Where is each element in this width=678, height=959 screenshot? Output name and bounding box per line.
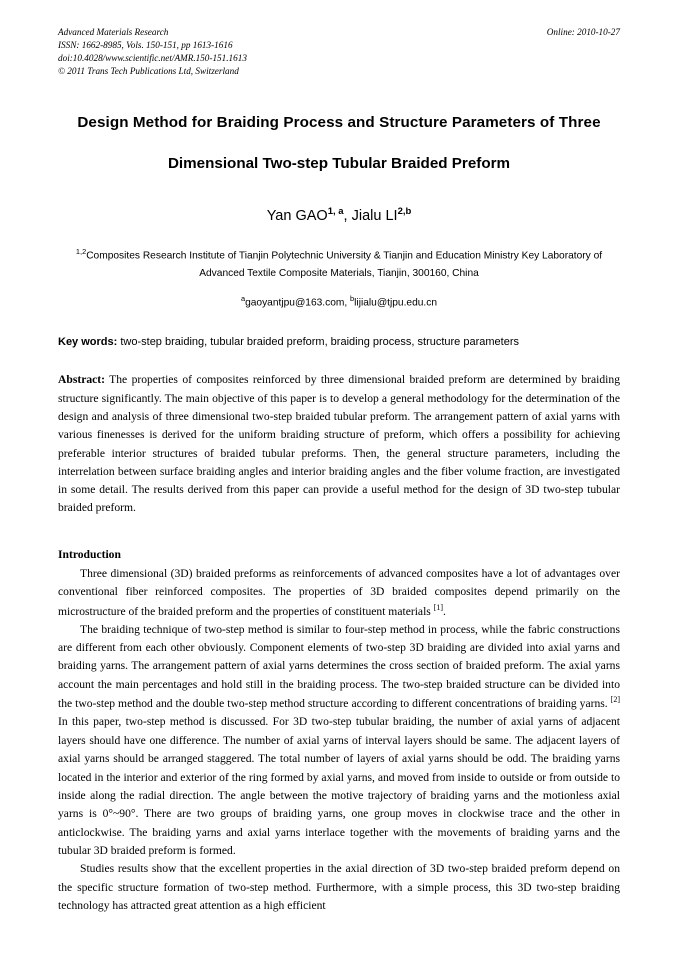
paragraph-1-part1: Three dimensional (3D) braided preforms as reinforcements of advanced composites have a lot of advantages over conventional fiber reinforced composites. The properties of 3D braided composites depend primarily on the microstructure of the braided preform and the properties of constituent materials xyxy=(58,566,620,618)
author-affiliation-marker-2: 2,b xyxy=(397,206,412,218)
author-emails xyxy=(58,294,620,308)
paragraph-3-part1: Studies results show that the excellent properties in the axial direction of 3D two-step braided preform depend on the specific structure formation of two-step method. Furthermore, with a simple process, this 3D two-step braiding technology has attracted great attention as a high efficient xyxy=(58,862,620,913)
journal-header xyxy=(58,26,620,78)
page-title: Design Method for Braiding Process and Structure Parameters of Three xyxy=(77,114,601,132)
abstract-label: Abstract: xyxy=(58,373,106,387)
citation-ref-2: [2] xyxy=(610,695,620,705)
affiliation-marker: 1,2 xyxy=(75,246,87,256)
paragraph-1-part2: . xyxy=(443,604,446,618)
email-a: gaoyantjpu@163.com, xyxy=(245,297,348,309)
page-title-line2: Dimensional Two-step Tubular Braided Preform xyxy=(167,155,511,173)
email-marker-a: a xyxy=(240,294,246,304)
affiliation-line-2: Key Laboratory of Advanced Textile Composite Materials, Tianjin, 300160, China xyxy=(199,250,603,279)
author-name-1: Yan GAO xyxy=(266,207,328,224)
citation-ref-1: [1] xyxy=(433,602,444,612)
section-heading-introduction: Introduction xyxy=(58,547,121,561)
keywords xyxy=(58,334,620,351)
keywords-value: two-step braiding, tubular braided preform, braiding process, structure parameters xyxy=(117,335,519,348)
journal-doi: doi:10.4028/www.scientific.net/AMR.150-151.1613 xyxy=(58,53,247,64)
author-affiliation-marker-1: 1, a xyxy=(327,206,344,218)
email-b: lijialu@tjpu.edu.cn xyxy=(354,297,438,309)
keywords-label: Key words: xyxy=(58,335,118,348)
paragraph-1 xyxy=(58,565,620,621)
author-separator: , xyxy=(343,207,352,224)
journal-issn-volume: ISSN: 1662-8985, Vols. 150-151, pp 1613-1616 xyxy=(58,40,233,51)
paragraph-2 xyxy=(58,621,620,861)
affiliation-line-1: Composites Research Institute of Tianjin Polytechnic University & Tianjin and Education Ministry xyxy=(86,250,519,262)
journal-copyright: © 2011 Trans Tech Publications Ltd, Switzerland xyxy=(58,66,239,77)
abstract-text: The properties of composites reinforced by three dimensional braided preform are determined by braiding structure significantly. The main objective of this paper is to develop a general methodology for the determination of the design and analysis of three dimensional two-step braided tubular preform. The arrangement pattern of axial yarns with various finenesses is derived for the uniform braiding structure of preform, which offers a possibility for achieving preferable interior structures of braided tubular preforms. Then, the general structure parameters, including the interrelation between surface braiding angles and interior braiding angles and the fiber volume fraction, are investigated in some detail. The results derived from this paper can provide a useful method for the design of 3D two-step tubular braided preform. xyxy=(58,373,620,515)
journal-header-left xyxy=(58,26,451,78)
author-name-2: Jialu LI xyxy=(351,207,398,224)
paragraph-3 xyxy=(58,860,620,915)
email-marker-b: b xyxy=(350,294,355,304)
abstract xyxy=(58,371,620,518)
journal-online-date: Online: 2010-10-27 xyxy=(546,27,620,37)
journal-name: Advanced Materials Research xyxy=(58,27,169,37)
author-list xyxy=(58,206,620,224)
affiliation xyxy=(58,246,620,282)
paragraph-2-part1: The braiding technique of two-step method is similar to four-step method in process, while the fabric constructions are different from each other obviously. Component elements of two-step 3D braiding are divided into axial yarns and braiding yarns. The arrangement pattern of axial yarns determines the cross section of braided preform. The axial yarns account the main percentages and hold still in the braiding process. The two-step braided structure can be divided into the two-step method and the double two-step method structure according to different concentrations of braiding yarns. xyxy=(58,622,620,711)
paragraph-2-part2: In this paper, two-step method is discussed. For 3D two-step tubular braiding, the number of axial yarns of adjacent layers should have one difference. The number of axial yarns of interval layers should be same. The adjacent layers of axial yarns should be arranged staggered. The total number of layers of axial yarns should be odd. The braiding yarns located in the interior and exterior of the ring formed by axial yarns, and moved from inside to outside or from outside to inside along the radial direction. The angle between the motive trajectory of braiding yarns and the motionless axial yarns is 0°~90°. There are two groups of braiding yarns, one group moves in clockwise trace and the other in anticlockwise. The braiding yarns and axial yarns interlace together with the movements of braiding yarns and the tubular 3D braided preform is formed. xyxy=(58,715,620,858)
